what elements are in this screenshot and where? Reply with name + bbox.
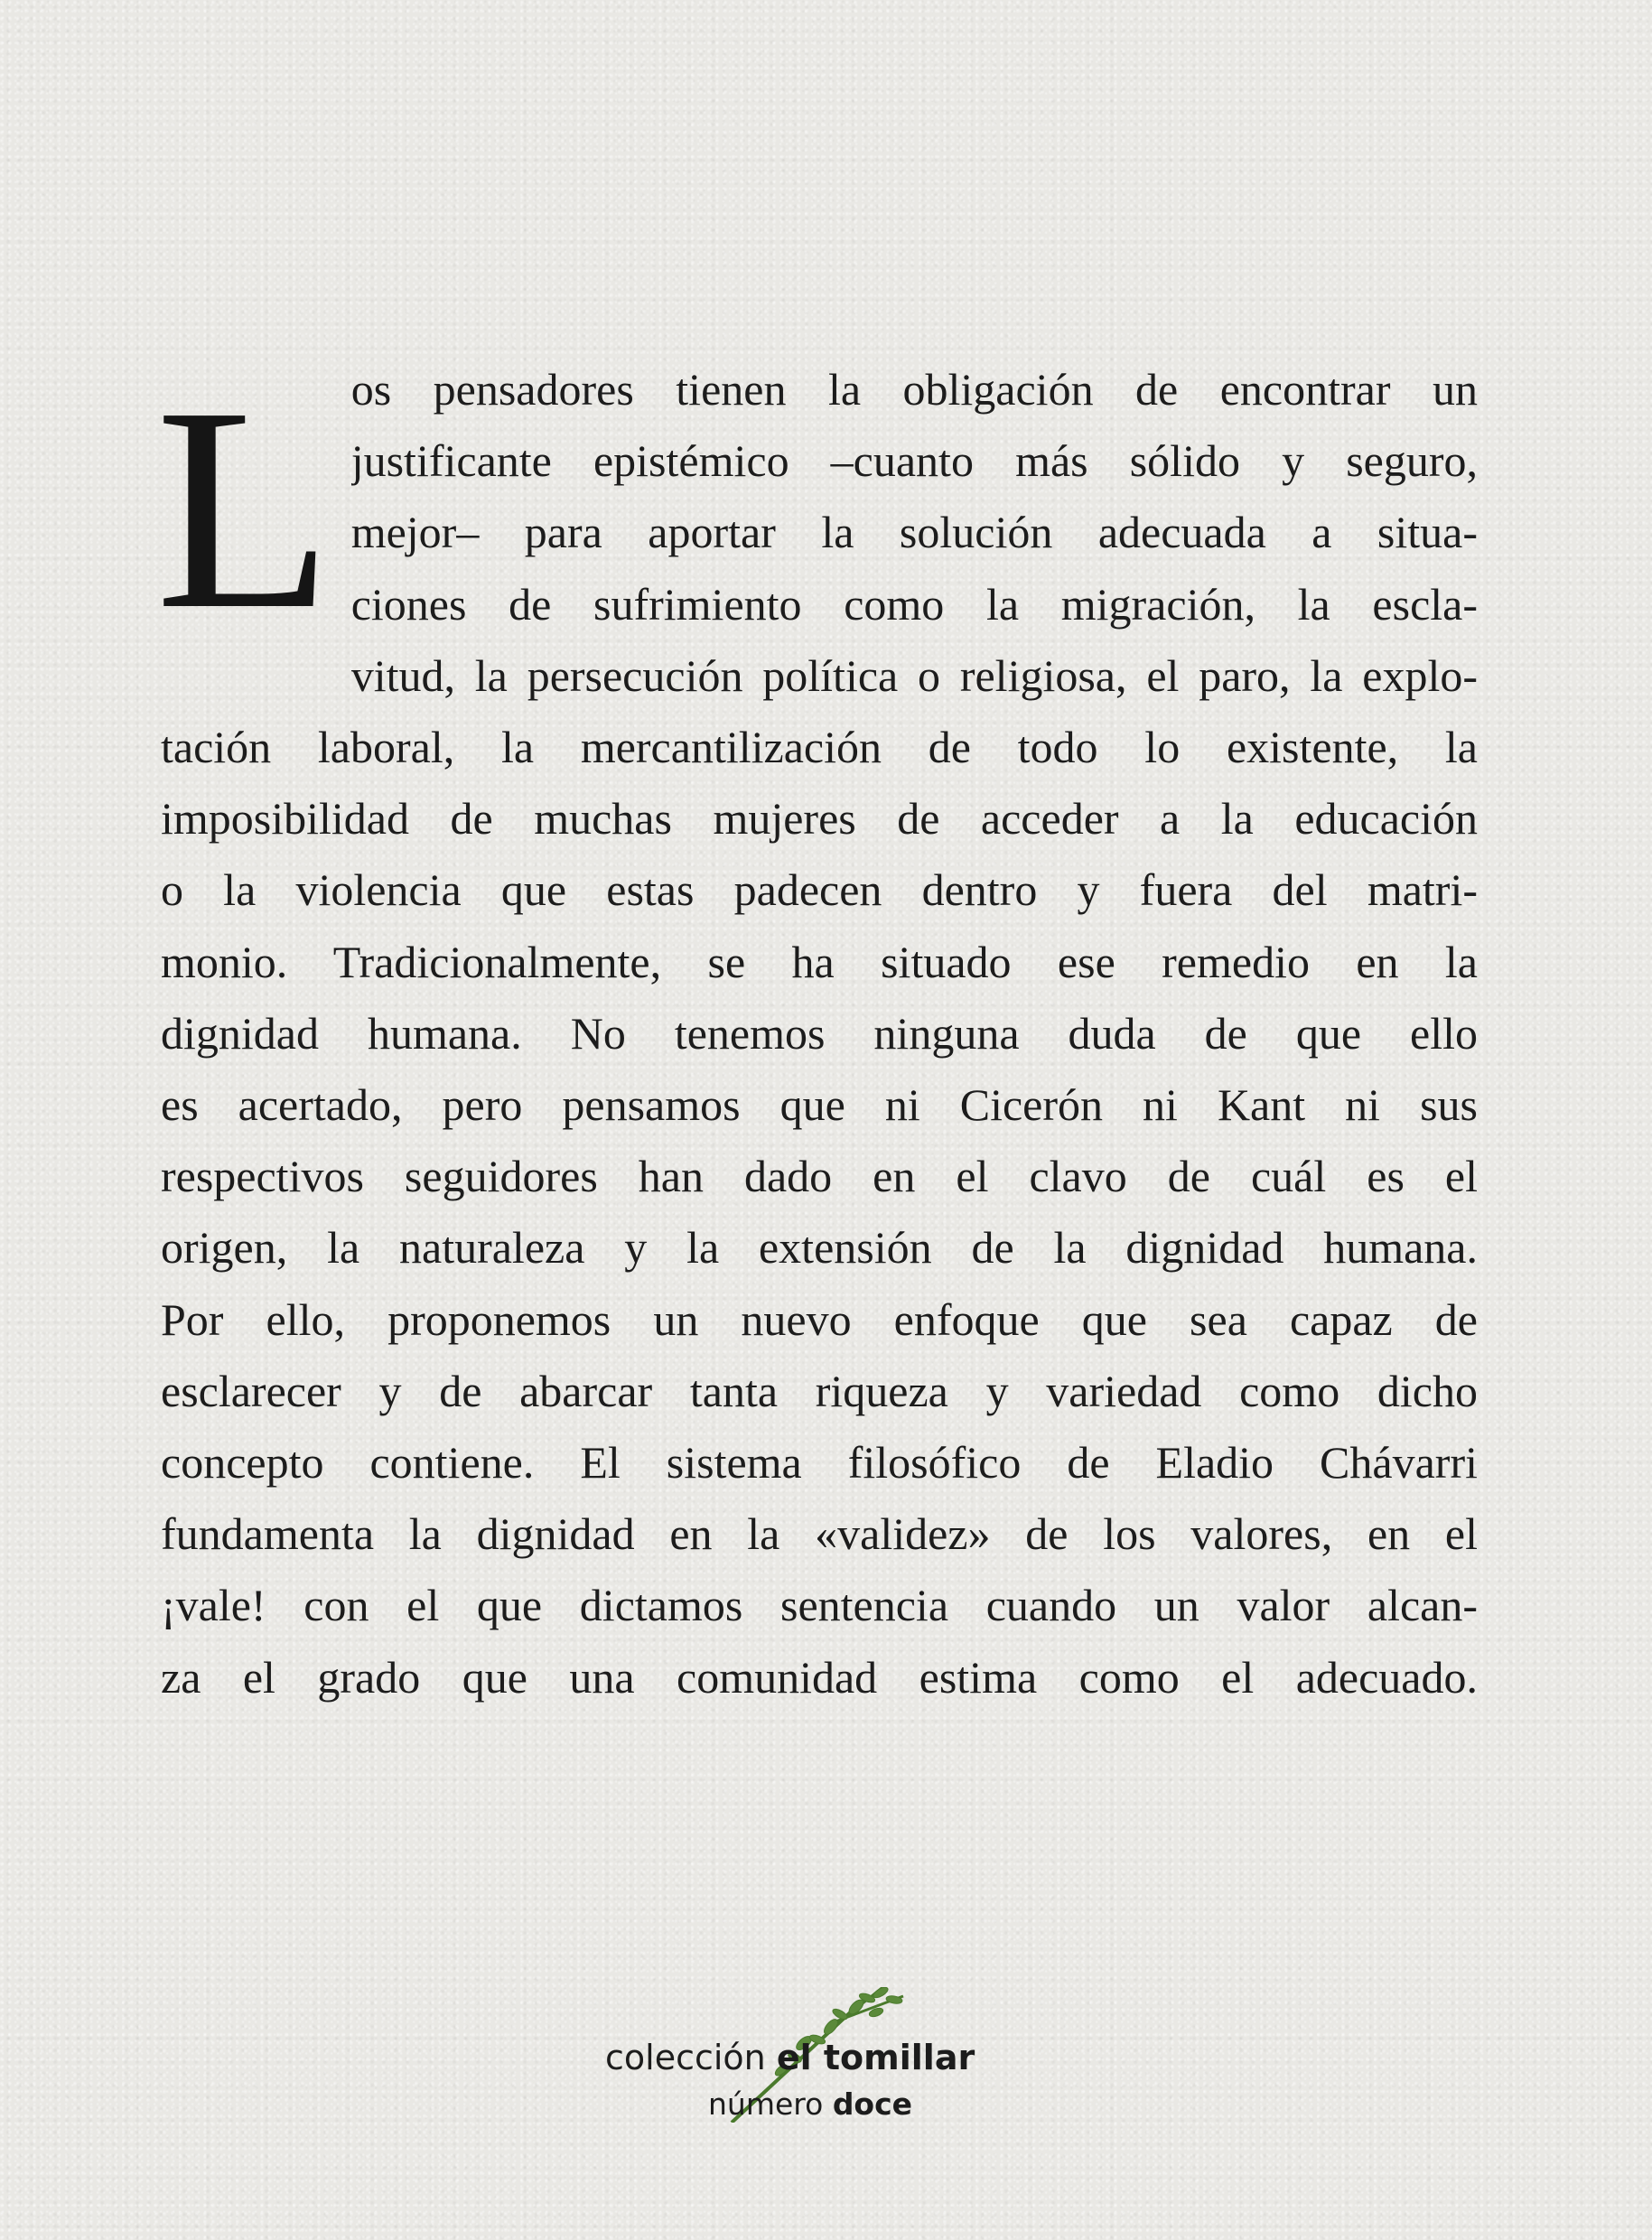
collection-title (605, 2038, 975, 2077)
text-line: justificante epistémico –cuanto más sólido y seguro, (350, 435, 1478, 487)
text-line: respectivos seguidores han dado en el clavo de cuál es el (161, 1151, 1478, 1202)
collection-name: el tomillar (776, 2038, 975, 2077)
text-line: Por ello, proponemos un nuevo enfoque que sea capaz de (161, 1293, 1478, 1345)
text-line: es acertado, pero pensamos que ni Cicerón ni Kant ni sus (161, 1079, 1478, 1131)
text-line: tación laboral, la mercantilización de todo lo existente, la (161, 722, 1478, 773)
text-line: ¡vale! con el que dictamos sentencia cuando un valor alcan- (161, 1580, 1478, 1631)
collection-prefix: colección (605, 2038, 766, 2077)
text-line: ciones de sufrimiento como la migración, la escla- (350, 578, 1478, 630)
dropcap-letter: L (155, 347, 333, 669)
text-line: mejor– para aportar la solución adecuada a situa- (350, 507, 1478, 558)
text-line: vitud, la persecución política o religiosa, el paro, la explo- (350, 649, 1478, 701)
number-prefix: número (708, 2086, 824, 2122)
number-value: doce (832, 2086, 913, 2122)
text-line: o la violencia que estas padecen dentro y fuera del matri- (161, 864, 1478, 916)
text-line: esclarecer y de abarcar tanta riqueza y variedad como dicho (161, 1365, 1478, 1416)
text-line: concepto contiene. El sistema filosófico de Eladio Chávarri (161, 1437, 1478, 1489)
text-line: fundamenta la dignidad en la «validez» de los valores, en el (161, 1508, 1478, 1560)
body-text (155, 347, 1478, 1713)
colophon (506, 1987, 1138, 2123)
collection-number (708, 2086, 912, 2122)
text-line: imposibilidad de muchas mujeres de acceder a la educación (161, 793, 1478, 845)
text-line: dignidad humana. No tenemos ninguna duda de que ello (161, 1007, 1478, 1059)
text-line: os pensadores tienen la obligación de encontrar un (350, 364, 1478, 415)
text-line: origen, la naturaleza y la extensión de la dignidad humana. (161, 1222, 1478, 1274)
text-line: monio. Tradicionalmente, se ha situado ese remedio en la (161, 936, 1478, 987)
text-line: za el grado que una comunidad estima como el adecuado. (161, 1651, 1478, 1703)
